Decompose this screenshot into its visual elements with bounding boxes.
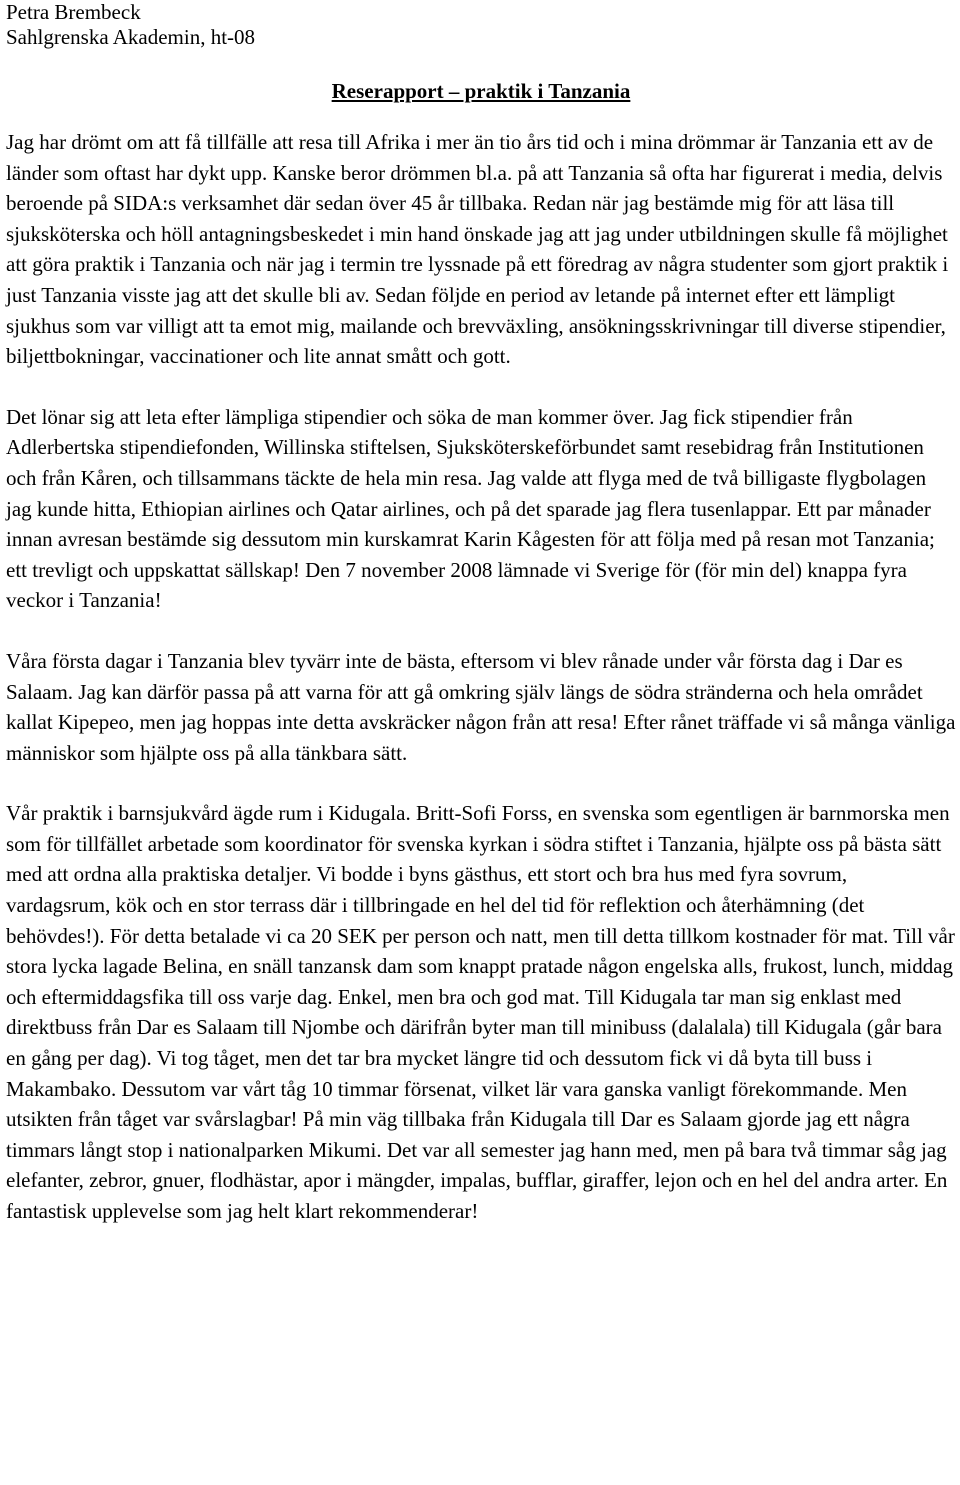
author-name: Petra Brembeck [6, 0, 141, 24]
paragraph-scholarships: Det lönar sig att leta efter lämpliga stipendier och söka de man kommer över. Jag fick stipendier från Adlerbertska stipendiefonden, Willinska stiftelsen, Sjuksköterskeförbundet samt resebidrag från Institutionen och från Kåren, och tillsammans täckte de hela min resa. Jag valde att flyga med de två billigaste flygbolagen jag kunde hitta, Ethiopian airlines och Qatar airlines, och på det sparade jag flera tusenlappar. Ett par månader innan avresan bestämde sig dessutom min kurskamrat Karin Kågesten för att följa med på resan mot Tanzania; ett trevligt och uppskattat sällskap! Den 7 november 2008 lämnade vi Sverige för (för min del) knappa fyra veckor i Tanzania! [6, 404, 935, 613]
document-title: Reserapport – praktik i Tanzania [331, 79, 631, 103]
author-affiliation: Sahlgrenska Akademin, ht-08 [6, 24, 256, 49]
paragraph-first-days: Våra första dagar i Tanzania blev tyvärr inte de bästa, eftersom vi blev rånade under vår första dag i Dar es Salaam. Jag kan därför passa på att varna för att gå omkring själv längs de södra stränderna och hela området kallat Kipepeo, men jag hoppas inte detta avskräcker någon från att resa! Efter rånet träffade vi så många vänliga människor som hjälpte oss på alla tänkbara sätt. [6, 648, 956, 765]
document-page [6, 0, 956, 1227]
paragraph-intro: Jag har drömt om att få tillfälle att resa till Afrika i mer än tio års tid och i mina drömmar är Tanzania ett av de länder som oftast har dykt upp. Kanske beror drömmen bl.a. på att Tanzania så ofta har figurerat i media, delvis beroende på SIDA:s verksamhet där sedan över 45 år tillbaka. Redan när jag bestämde mig för att läsa till sjuksköterska och höll antagningsbeskedet i min hand önskade jag att jag under utbildningen skulle få möjlighet att göra praktik i Tanzania och när jag i termin tre lyssnade på ett föredrag av några studenter som gjort praktik i just Tanzania visste jag att det skulle bli av. Sedan följde en period av letande på internet efter ett lämpligt sjukhus som var villigt att ta emot mig, mailande och brevväxling, ansökningsskrivningar till diverse stipendier, biljettbokningar, vaccinationer och lite annat smått och gott. [6, 130, 949, 369]
paragraph-kidugala: Vår praktik i barnsjukvård ägde rum i Kidugala. Britt-Sofi Forss, en svenska som egentligen är barnmorska men som för tillfället arbetade som koordinator för svenska kyrkan i södra stiftet i Tanzania, hjälpte oss på bästa sätt med att ordna alla praktiska detaljer. Vi bodde i byns gästhus, ett stort och bra hus med fyra sovrum, vardagsrum, kök och en stor terrass där i tillbringade en hel del tid för reflektion och återhämning (det behövdes!). För detta betalade vi ca 20 SEK per person och natt, men till detta tillkom kostnader för mat. Till vår stora lycka lagade Belina, en snäll tanzansk dam som knappt pratade någon engelska alls, frukost, lunch, middag och eftermiddagsfika till oss varje dag. Enkel, men bra och god mat. Till Kidugala tar man sig enklast med direktbuss från Dar es Salaam till Njombe och därifrån byter man till minibuss (dalalala) till Kidugala (går bara en gång per dag). Vi tog tåget, men det tar bra mycket längre tid och dessutom fick vi då byta till buss i Makambako. Dessutom var vårt tåg 10 timmar försenat, vilket lär vara ganska vanligt förekommande. Men utsikten från tåget var svårslagbar! På min väg tillbaka från Kidugala till Dar es Salaam gjorde jag ett några timmars långt stop i nationalparken Mikumi. Det var all semester jag hann med, men på bara två timmar såg jag elefanter, zebror, gnuer, flodhästar, apor i mängder, impalas, bufflar, giraffer, lejon och en hel del andra arter. En fantastisk upplevelse som jag helt klart rekommenderar! [6, 801, 955, 1223]
